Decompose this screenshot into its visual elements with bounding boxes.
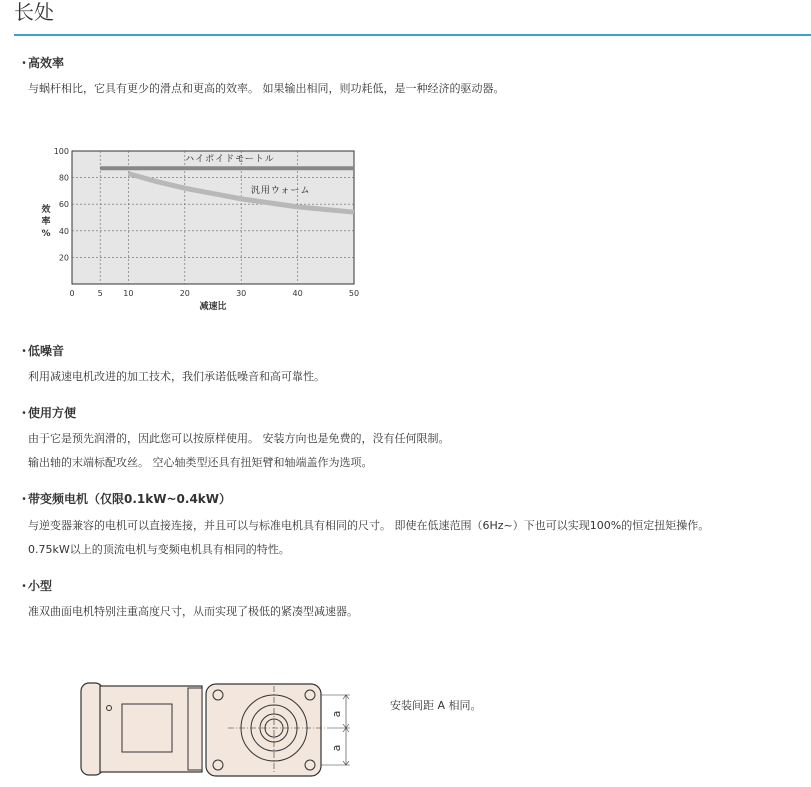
section-heading-inverter — [18, 491, 231, 507]
terminal-box — [122, 704, 172, 752]
paragraph-efficiency: 与蜗杆相比，它具有更少的滑点和更高的效率。 如果输出相同，则功耗低，是一种经济的驱动器。 — [28, 82, 505, 95]
section-heading-ease-of-use — [18, 405, 76, 421]
motor-drawing-svg — [78, 668, 358, 783]
page-title: 长处 — [14, 0, 54, 24]
bullet: ・ — [18, 344, 31, 358]
plot-area — [72, 151, 354, 284]
dimension-label-bottom: a — [330, 744, 343, 752]
y-axis-label-char: % — [41, 229, 51, 239]
bullet: ・ — [18, 492, 31, 506]
motor-drawing — [78, 668, 358, 783]
paragraph-ease-of-use-2: 输出轴的末端标配攻丝。 空心轴类型还具有扭矩臂和轴端盖作为选项。 — [28, 456, 373, 469]
heading-inverter: 带变频电机（仅限0.1kW~0.4kW） — [28, 492, 232, 506]
x-tick-label: 10 — [123, 289, 134, 298]
bullet: ・ — [18, 56, 31, 70]
series-label-hypoid: ハイポイドモートル — [185, 154, 275, 165]
series-label-worm: 汎用ウォーム — [250, 185, 311, 196]
section-heading-compact — [18, 578, 52, 594]
paragraph-inverter-1: 与逆变器兼容的电机可以直接连接，并且可以与标准电机具有相同的尺寸。 即使在低速范围（6Hz~）下也可以实现100%的恒定扭矩操作。 — [28, 519, 710, 532]
y-tick-label: 20 — [58, 253, 69, 263]
y-axis-label-char: 效 — [41, 205, 51, 215]
mounting-note: 安装间距 A 相同。 — [390, 699, 482, 712]
x-tick-label: 5 — [97, 289, 103, 298]
efficiency-chart-svg — [35, 142, 365, 317]
y-tick-label: 100 — [53, 147, 69, 156]
section-heading-low-noise — [18, 343, 64, 359]
heading-compact: 小型 — [28, 579, 53, 593]
title-divider — [14, 34, 811, 36]
x-tick-label: 30 — [236, 289, 247, 298]
efficiency-chart — [35, 142, 365, 317]
x-tick-label: 40 — [292, 289, 303, 298]
paragraph-compact: 准双曲面电机特别注重高度尺寸，从而实现了极低的紧凑型减速器。 — [28, 605, 358, 618]
y-axis-label-char: 率 — [41, 217, 51, 227]
x-tick-label: 0 — [69, 289, 75, 298]
y-tick-label: 80 — [58, 173, 69, 183]
y-tick-label: 40 — [58, 226, 69, 236]
y-tick-label: 60 — [58, 200, 69, 210]
heading-low-noise: 低噪音 — [28, 344, 65, 358]
dimension-label-top: a — [330, 710, 343, 718]
gear-head — [206, 684, 321, 776]
x-tick-label: 50 — [348, 289, 360, 298]
bullet: ・ — [18, 579, 31, 593]
paragraph-low-noise: 利用减速电机改进的加工技术，我们承诺低噪音和高可靠性。 — [28, 370, 325, 383]
motor-flange — [188, 688, 202, 770]
bullet: ・ — [18, 406, 31, 420]
heading-ease-of-use: 使用方便 — [28, 406, 77, 420]
paragraph-ease-of-use-1: 由于它是预先润滑的，因此您可以按原样使用。 安装方向也是免费的，没有任何限制。 — [28, 432, 450, 445]
paragraph-inverter-2: 0.75kW以上的顶流电机与变频电机具有相同的特性。 — [28, 543, 290, 556]
x-tick-label: 20 — [179, 289, 190, 298]
x-axis-label: 减速比 — [199, 302, 227, 312]
section-heading-efficiency — [18, 55, 64, 71]
heading-efficiency: 高效率 — [28, 56, 65, 70]
